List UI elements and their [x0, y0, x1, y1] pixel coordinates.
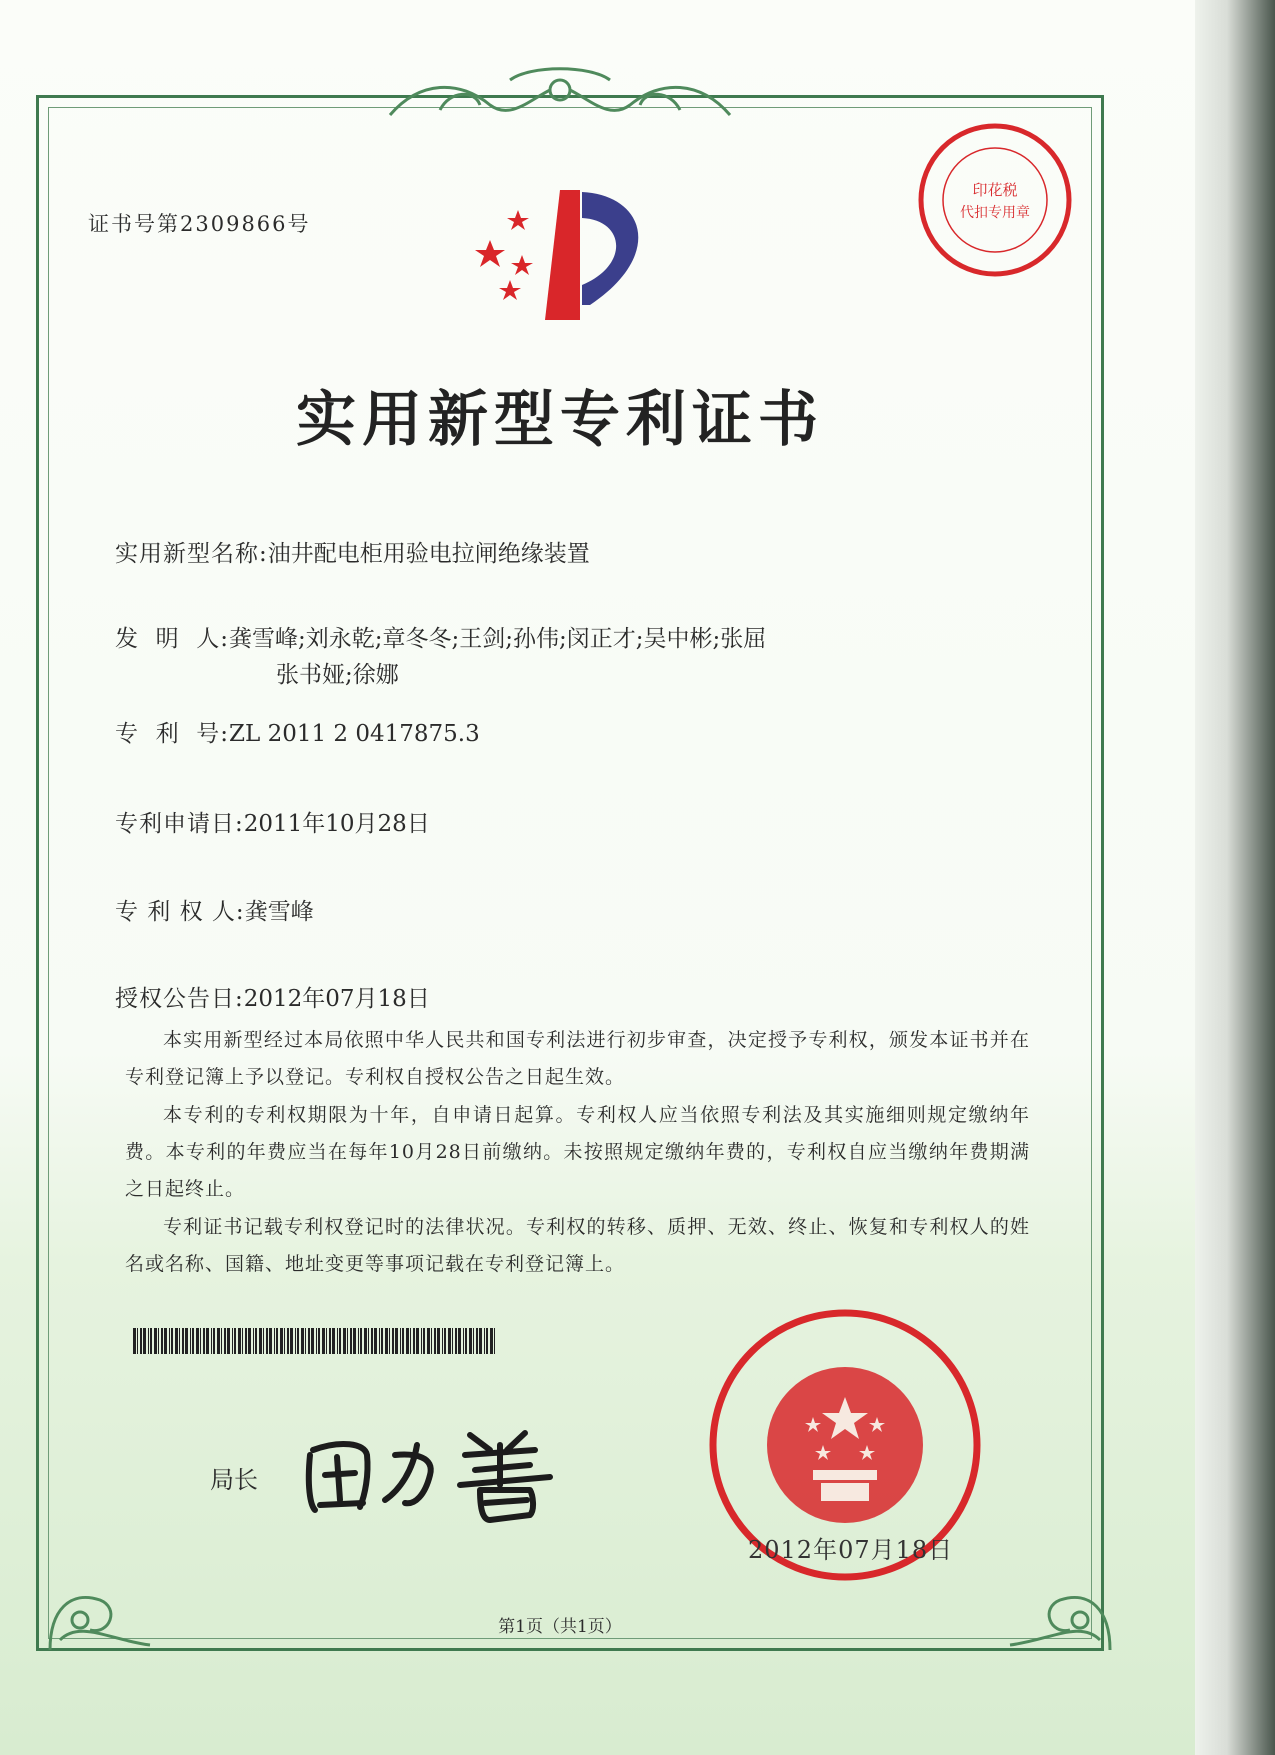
- inventor-row: [115, 620, 766, 653]
- filing-date-value: 2011年10月28日: [243, 811, 430, 837]
- svg-text:代扣专用章: 代扣专用章: [960, 205, 1030, 221]
- grant-date-label: 授权公告日:: [115, 986, 244, 1012]
- patent-number-row: [115, 715, 480, 748]
- director-signature: [295, 1415, 565, 1525]
- certificate-title: 实用新型专利证书: [296, 385, 824, 455]
- paragraph-legal-status: 专利证书记载专利权登记时的法律状况。专利权的转移、质押、无效、终止、恢复和专利权人的姓名或名称、国籍、地址变更等事项记载在专利登记簿上。: [125, 1216, 1030, 1275]
- patentee-row: [115, 893, 314, 926]
- paragraph-term: 本专利的专利权期限为十年，自申请日起算。专利权人应当依照专利法及其实施细则规定缴纳年费。本专利的年费应当在每年10月28日前缴纳。未按照规定缴纳年费的，专利权自应当缴纳年费期满之日起终止。: [125, 1104, 1030, 1200]
- inventor-value-continued: 张书娅;徐娜: [276, 662, 399, 688]
- patent-number-value: ZL 2011 2 0417875.3: [229, 721, 480, 747]
- paragraph-grant: 本实用新型经过本局依照中华人民共和国专利法进行初步审查，决定授予专利权，颁发本证书并在专利登记簿上予以登记。专利权自授权公告之日起生效。: [125, 1029, 1030, 1088]
- barcode-icon: [133, 1328, 498, 1354]
- filing-date-label: 专利申请日:: [115, 811, 244, 837]
- certificate-number: 证书号第2309866号: [88, 212, 311, 236]
- corner-ornament-left-icon: [40, 1540, 160, 1660]
- patentee-label: 专 利 权 人:: [115, 899, 245, 925]
- patent-number-label: 专 利 号:: [115, 721, 229, 747]
- utility-model-name-label: 实用新型名称:: [115, 541, 268, 567]
- grant-date-value: 2012年07月18日: [243, 986, 430, 1012]
- director-label: 局长: [210, 1466, 258, 1494]
- seal-date: 2012年07月18日: [748, 1536, 954, 1564]
- corner-ornament-right-icon: [1000, 1540, 1120, 1660]
- utility-model-name-value: 油井配电柜用验电拉闸绝缘装置: [267, 541, 590, 567]
- utility-model-name-row: [115, 535, 590, 568]
- filing-date-row: [115, 805, 430, 838]
- patentee-value: 龚雪峰: [244, 899, 314, 925]
- inventor-label: 发 明 人:: [115, 626, 229, 652]
- svg-text:印花税: 印花税: [972, 181, 1018, 199]
- patent-office-emblem-icon: [470, 180, 670, 330]
- top-ornament-icon: [380, 60, 740, 130]
- page-indicator: 第1页（共1页）: [498, 1617, 622, 1637]
- page-edge: [1195, 0, 1275, 1755]
- inventor-value: 龚雪峰;刘永乾;章冬冬;王剑;孙伟;闵正才;吴中彬;张屈: [229, 626, 767, 652]
- grant-date-row: [115, 980, 430, 1013]
- tax-seal-icon: [915, 120, 1075, 280]
